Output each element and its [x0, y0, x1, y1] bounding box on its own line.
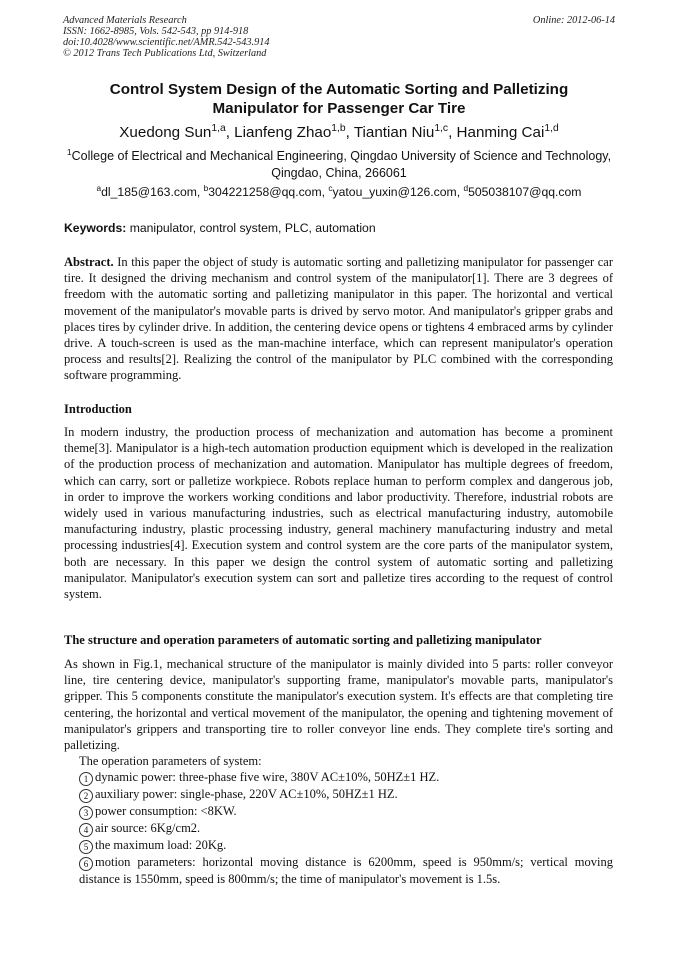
structure-section: [64, 656, 613, 888]
author: Tiantian Niu$^{1,c}$,: [353, 122, 457, 141]
keywords-text: manipulator, control system, PLC, automation: [126, 221, 376, 235]
circled-number: 6: [79, 857, 93, 871]
email: $^b$304221258@qq.com,: [203, 182, 329, 199]
online-date: Online: 2012-06-14: [532, 15, 615, 26]
param-item: 3 power consumption: <8KW.: [64, 803, 613, 820]
issn: ISSN: 1662-8985, Vols. 542-543, pp 914-918: [63, 26, 249, 37]
email: $^d$505038107@qq.com: [463, 182, 582, 199]
param-item: 6 motion parameters: horizontal moving distance is 6200mm, speed is 950mm/s; vertical moving distance is 1550mm, speed is 800mm/s; the time of manipulator's movement is 1.5s.: [79, 855, 613, 887]
circled-number: 2: [79, 789, 93, 803]
param-item: 1 dynamic power: three-phase five wire, 380V AC±10%, 50HZ±1 HZ.: [64, 769, 613, 786]
journal-header: [63, 15, 615, 59]
circled-number: 5: [79, 840, 93, 854]
introduction-text: In modern industry, the production process of mechanization and automation has become a prominent theme[3]. Manipulator is a high-tech automation production equipment which is developed in the realization of the production process of mechanization and automation. Manipulator has multiple degrees of freedom, which can carry, sort or palletize workpiece. Robots replace human to perform complex and dangerous job, in order to improve the workers working conditions and labor productivity. Therefore, industrial robots are widely used in various manufacturing industries, such as electrical manufacturing industry, automobile manufacturing industry, plastic processing industry, general machinery manufacturing industry and metal processing industries[4]. Execution system and control system are the core parts of the manipulator system, both are necessary. In this paper we design the control system of automatic sorting and palletizing manipulator. Manipulator's execution system can sort and palletize tires according to the request of control system.: [64, 425, 613, 602]
paper-title-line-2: Manipulator for Passenger Car Tire: [212, 99, 466, 117]
author: Hanming Cai$^{1,d}$: [456, 122, 559, 141]
structure-text: As shown in Fig.1, mechanical structure of the manipulator is mainly divided into 5 parts: roller conveyor line, tire centering device, manipulator's supporting frame, manipulator's movable parts, manipulator's gripper. This 5 components constitute the manipulator's execution system. It's effects are that completing tire centering, the horizontal and vertical movement of the manipulator, the opening and tightening movement of manipulator's grippers and transporting tire to roller conveyor line ends. They complete tire's sorting and palletizing.: [64, 657, 613, 753]
author: Lianfeng Zhao$^{1,b}$,: [234, 122, 354, 141]
abstract-label: Abstract.: [64, 255, 114, 269]
paper-title: [40, 81, 638, 118]
keywords-label: Keywords:: [64, 221, 127, 235]
email-list: [40, 184, 638, 200]
copyright: © 2012 Trans Tech Publications Ltd, Switzerland: [63, 48, 267, 59]
abstract: [64, 254, 613, 384]
circled-number: 4: [79, 823, 93, 837]
circled-number: 1: [79, 772, 93, 786]
email: $^c$yatou_yuxin@126.com,: [328, 182, 464, 199]
keywords: [64, 220, 616, 236]
author-list: [40, 123, 638, 143]
section-heading-structure: The structure and operation parameters of automatic sorting and palletizing manipulator: [64, 633, 542, 647]
author: Xuedong Sun$^{1,a}$,: [119, 122, 235, 141]
section-heading-introduction: Introduction: [64, 402, 132, 416]
email: $^a$dl_185@163.com,: [96, 182, 204, 199]
param-item: 2 auxiliary power: single-phase, 220V AC±10%, 50HZ±1 HZ.: [64, 786, 613, 803]
paper-title-line-1: Control System Design of the Automatic Sorting and Palletizing: [109, 81, 569, 98]
circled-number: 3: [79, 806, 93, 820]
params-intro: The operation parameters of system:: [79, 754, 262, 769]
abstract-text: In this paper the object of study is automatic sorting and palletizing manipulator for passenger car tire. It designed the driving mechanism and control system of the manipulator[1]. There are 3 degrees of freedom with the automatic sorting and palletizing manipulator in this paper. The horizontal and vertical movement of the manipulator's movable parts is drived by servo motor. And manipulator's gripper grabs and places tires by cylinder drive. In addition, the centering device opens or tightens 4 embraced arms by cylinder drive. A touch-screen is used as the man-machine interface, which can represent manipulator's operation process and results[2]. Realizing the control of the manipulator by PLC combined with the corresponding software programming.: [64, 255, 613, 383]
affiliation: $^1$College of Electrical and Mechanical Engineering, Qingdao University of Science and Technology, Qingdao, China, 266061: [66, 146, 612, 180]
doi-link[interactable]: doi:10.4028/www.scientific.net/AMR.542-543.914: [63, 37, 270, 48]
param-item: 4 air source: 6Kg/cm2.: [64, 820, 613, 837]
param-item: 5 the maximum load: 20Kg.: [64, 837, 613, 854]
journal-name: Advanced Materials Research: [63, 15, 187, 26]
